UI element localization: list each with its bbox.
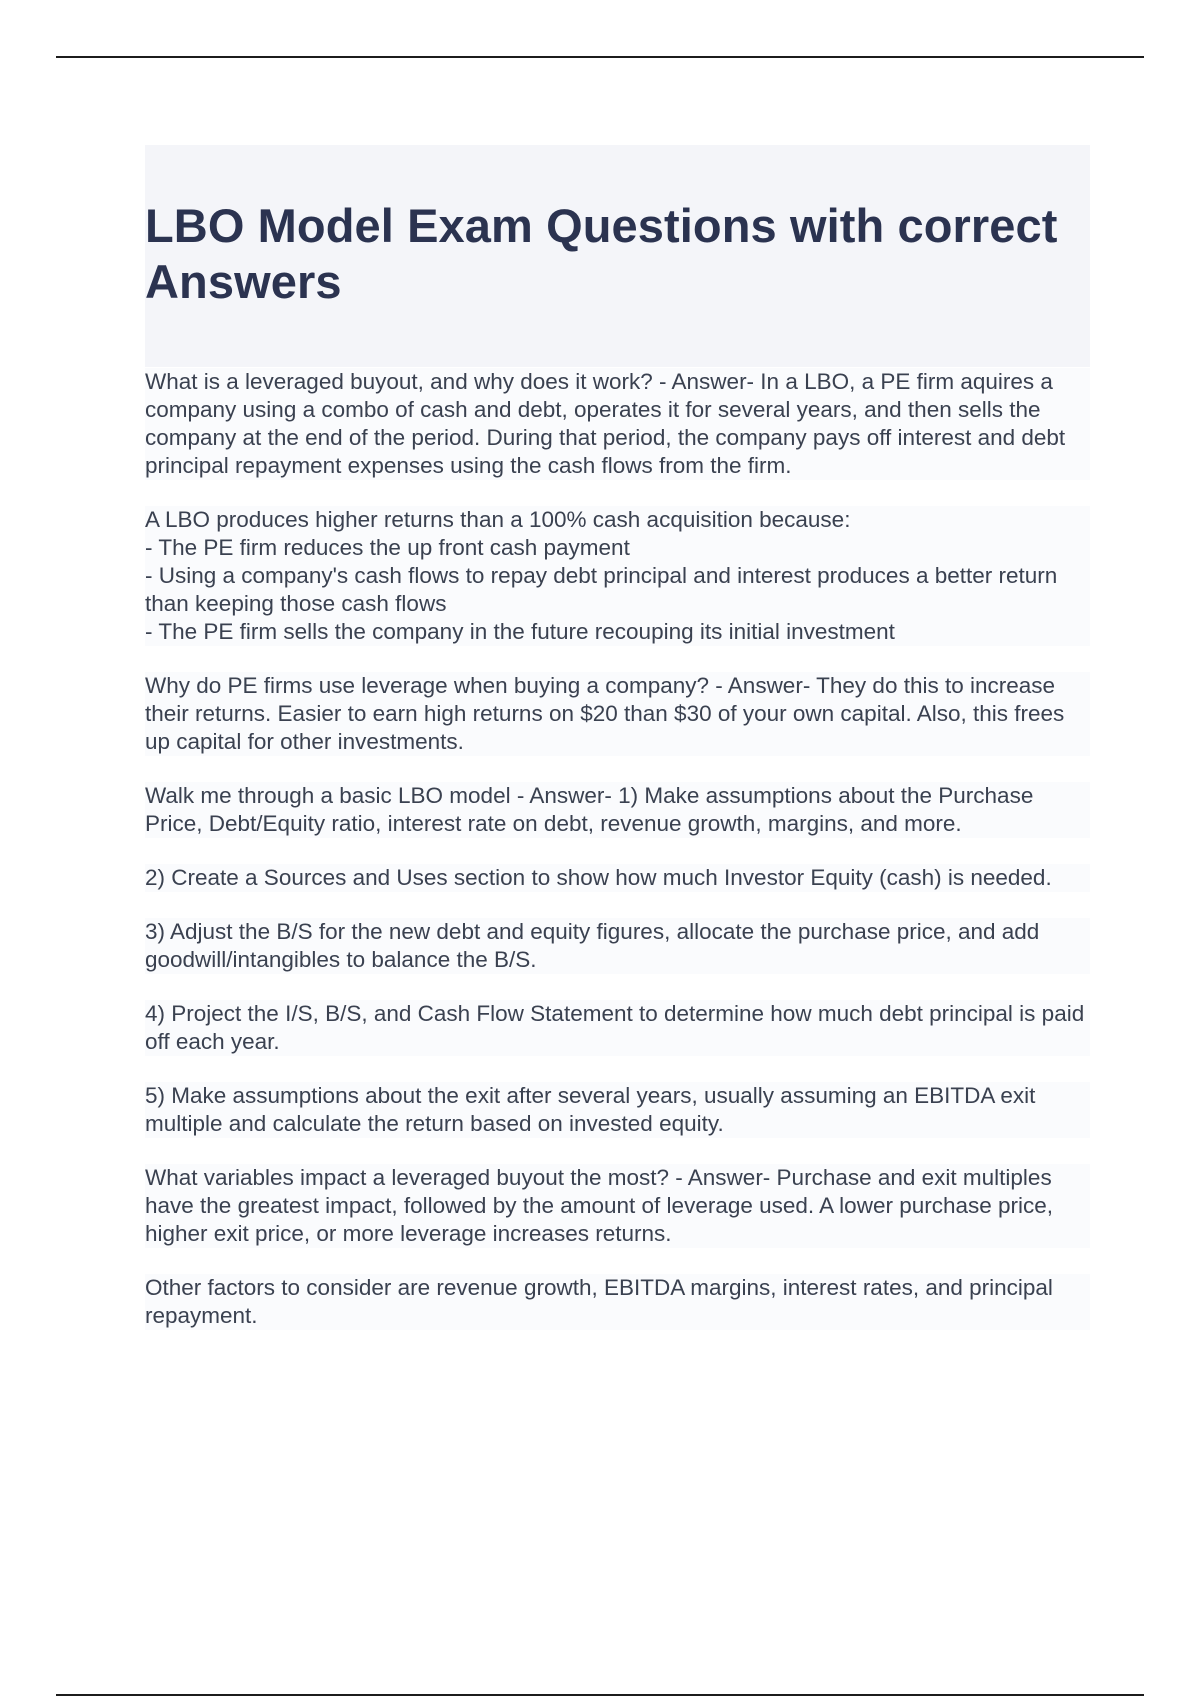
- paragraph-lbo-definition: [145, 368, 1090, 480]
- paragraph-lbo-model-step-2: [145, 864, 1090, 892]
- paragraph-lbo-returns: [145, 506, 1090, 646]
- document-title: LBO Model Exam Questions with correct Answers: [145, 199, 1058, 308]
- paragraph-line: What variables impact a leveraged buyout the most? - Answer- Purchase and exit multiples have the greatest impact, followed by the amount of leverage used. A lower purchase price, higher exit price, or more leverage increases returns.: [145, 1165, 1054, 1246]
- paragraph-line: Why do PE firms use leverage when buying a company? - Answer- They do this to increase their returns. Easier to earn high returns on $20 than $30 of your own capital. Also, this frees up capital for other investments.: [145, 673, 1065, 754]
- paragraph-line: 2) Create a Sources and Uses section to show how much Investor Equity (cash) is needed.: [145, 865, 1052, 890]
- bullet-line: - The PE firm reduces the up front cash payment: [145, 535, 630, 560]
- paragraph-line: Other factors to consider are revenue growth, EBITDA margins, interest rates, and principal repayment.: [145, 1275, 1053, 1328]
- bullet-line: - Using a company's cash flows to repay debt principal and interest produces a better return than keeping those cash flows: [145, 563, 1058, 616]
- paragraph-line: 3) Adjust the B/S for the new debt and equity figures, allocate the purchase price, and add goodwill/intangibles to balance the B/S.: [145, 919, 1040, 972]
- paragraph-lbo-model-step-5: [145, 1082, 1090, 1138]
- paragraph-lbo-model-step-4: [145, 1000, 1090, 1056]
- paragraph-line: A LBO produces higher returns than a 100% cash acquisition because:: [145, 507, 851, 532]
- paragraph-lbo-model-step-1: [145, 782, 1090, 838]
- paragraph-line: 5) Make assumptions about the exit after several years, usually assuming an EBITDA exit multiple and calculate the return based on invested equity.: [145, 1083, 1036, 1136]
- paragraph-line: What is a leveraged buyout, and why does it work? - Answer- In a LBO, a PE firm aquires a company using a combo of cash and debt, operates it for several years, and then sells the company at the end of the period. During that period, the company pays off interest and debt principal repayment expenses using the cash flows from the firm.: [145, 369, 1066, 478]
- bottom-rule: [56, 1694, 1144, 1696]
- document-body: [145, 368, 1090, 1356]
- top-rule: [56, 56, 1144, 58]
- paragraph-line: 4) Project the I/S, B/S, and Cash Flow Statement to determine how much debt principal is paid off each year.: [145, 1001, 1085, 1054]
- paragraph-lbo-model-step-3: [145, 918, 1090, 974]
- bullet-line: - The PE firm sells the company in the future recouping its initial investment: [145, 619, 895, 644]
- paragraph-key-variables: [145, 1164, 1090, 1248]
- paragraph-other-factors: [145, 1274, 1090, 1330]
- paragraph-line: Walk me through a basic LBO model - Answer- 1) Make assumptions about the Purchase Price, Debt/Equity ratio, interest rate on debt, revenue growth, margins, and more.: [145, 783, 1034, 836]
- paragraph-why-leverage: [145, 672, 1090, 756]
